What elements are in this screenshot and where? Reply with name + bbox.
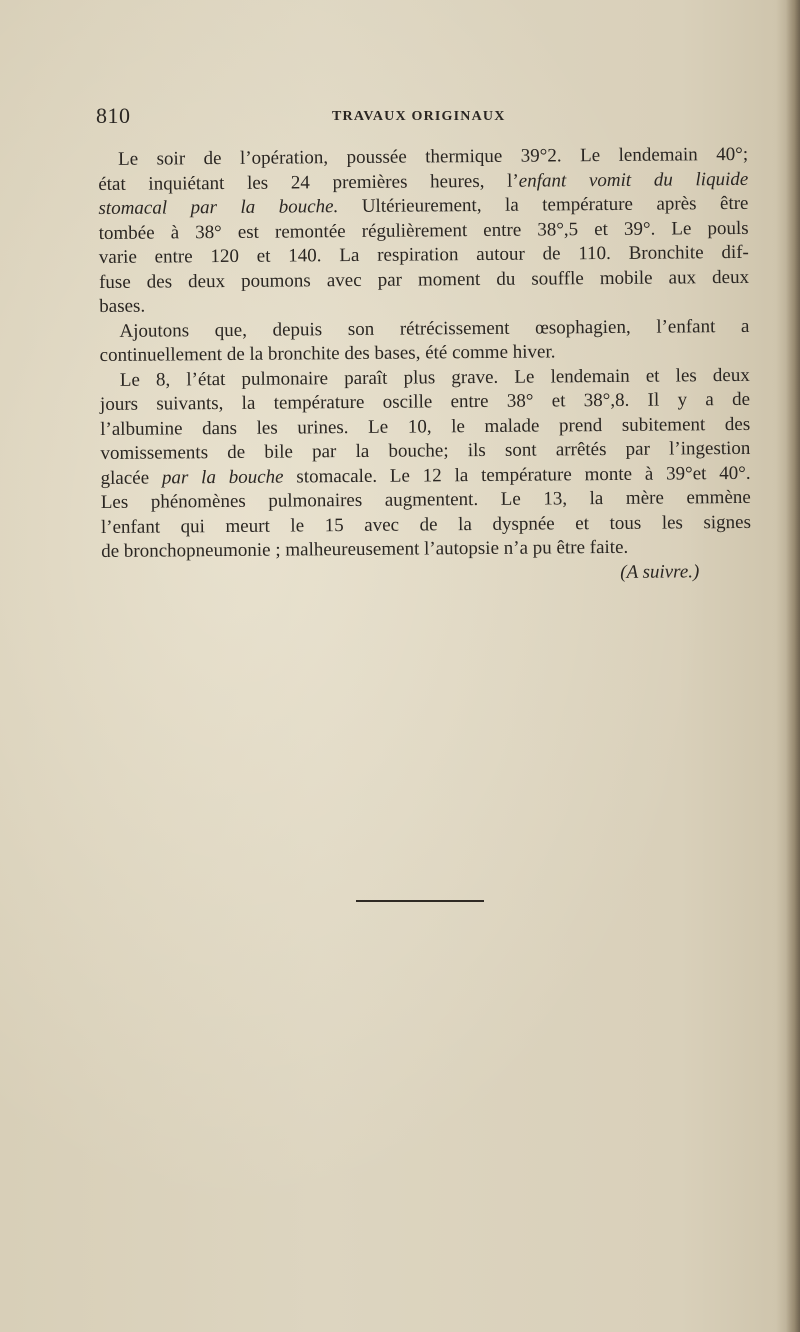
text-segment: l’enfant qui meurt le 15 avec de la dyspnée et tous les signes (100, 511, 752, 538)
running-head: TRAVAUX ORIGINAUX (332, 109, 506, 124)
text-segment: bases. (99, 295, 146, 317)
page-edge-shadow (786, 0, 800, 1332)
text-segment: vomissements de bile par la bouche; ils sont arrêtés par l’ingestion (100, 437, 751, 464)
text-segment: jours suivants, la température oscille entre 38° et 38°,8. Il y a de (99, 388, 751, 415)
text-line (99, 265, 749, 295)
section-divider (356, 900, 484, 902)
text-line (101, 510, 751, 540)
body-text (98, 143, 751, 589)
text-segment: fuse des deux poumons avec par moment du souffle mobile aux deux (98, 266, 750, 293)
text-segment: Le 8, l’état pulmonaire paraît plus grave. Le lendemain et les deux (119, 364, 750, 391)
italic-segment: par la bouche (161, 466, 284, 489)
text-segment: l’albumine dans les urines. Le 10, le malade prend subitement des (100, 413, 751, 440)
italic-segment: stomacal par la bouche. (98, 196, 339, 219)
text-segment: varie entre 120 et 140. La respiration autour de 110. Bronchite dif- (98, 241, 749, 268)
text-segment: glacée (100, 467, 163, 489)
text-segment: tombée à 38° est remontée régulièrement entre 38°,5 et 39°. Le pouls (98, 217, 749, 244)
closing-note: (A suivre.) (620, 560, 700, 583)
text-segment: continuellement de la bronchite des bases, été comme hiver. (99, 341, 556, 366)
page-number: 810 (96, 103, 131, 128)
text-segment: de bronchopneumonie ; malheureusement l’autopsie n’a pu être faite. (101, 536, 629, 562)
text-segment: Le soir de l’opération, poussée thermique 39°2. Le lendemain 40°; (118, 143, 749, 170)
italic-segment: enfant vomit du liquide (518, 168, 749, 192)
text-segment: état inquiétant les 24 premières heures, l’ (98, 170, 519, 195)
text-segment: Ajoutons que, depuis son rétrécissement œsophagien, l’enfant a (119, 315, 750, 342)
text-segment: Ultérieurement, la température après être (338, 192, 749, 218)
text-line (99, 314, 749, 344)
page-header (96, 103, 746, 133)
text-segment: stomacale. Le 12 la température monte à 39°et 40°. (283, 462, 751, 488)
text-segment: Les phénomènes pulmonaires augmentent. Le 13, la mère emmène (100, 486, 751, 513)
